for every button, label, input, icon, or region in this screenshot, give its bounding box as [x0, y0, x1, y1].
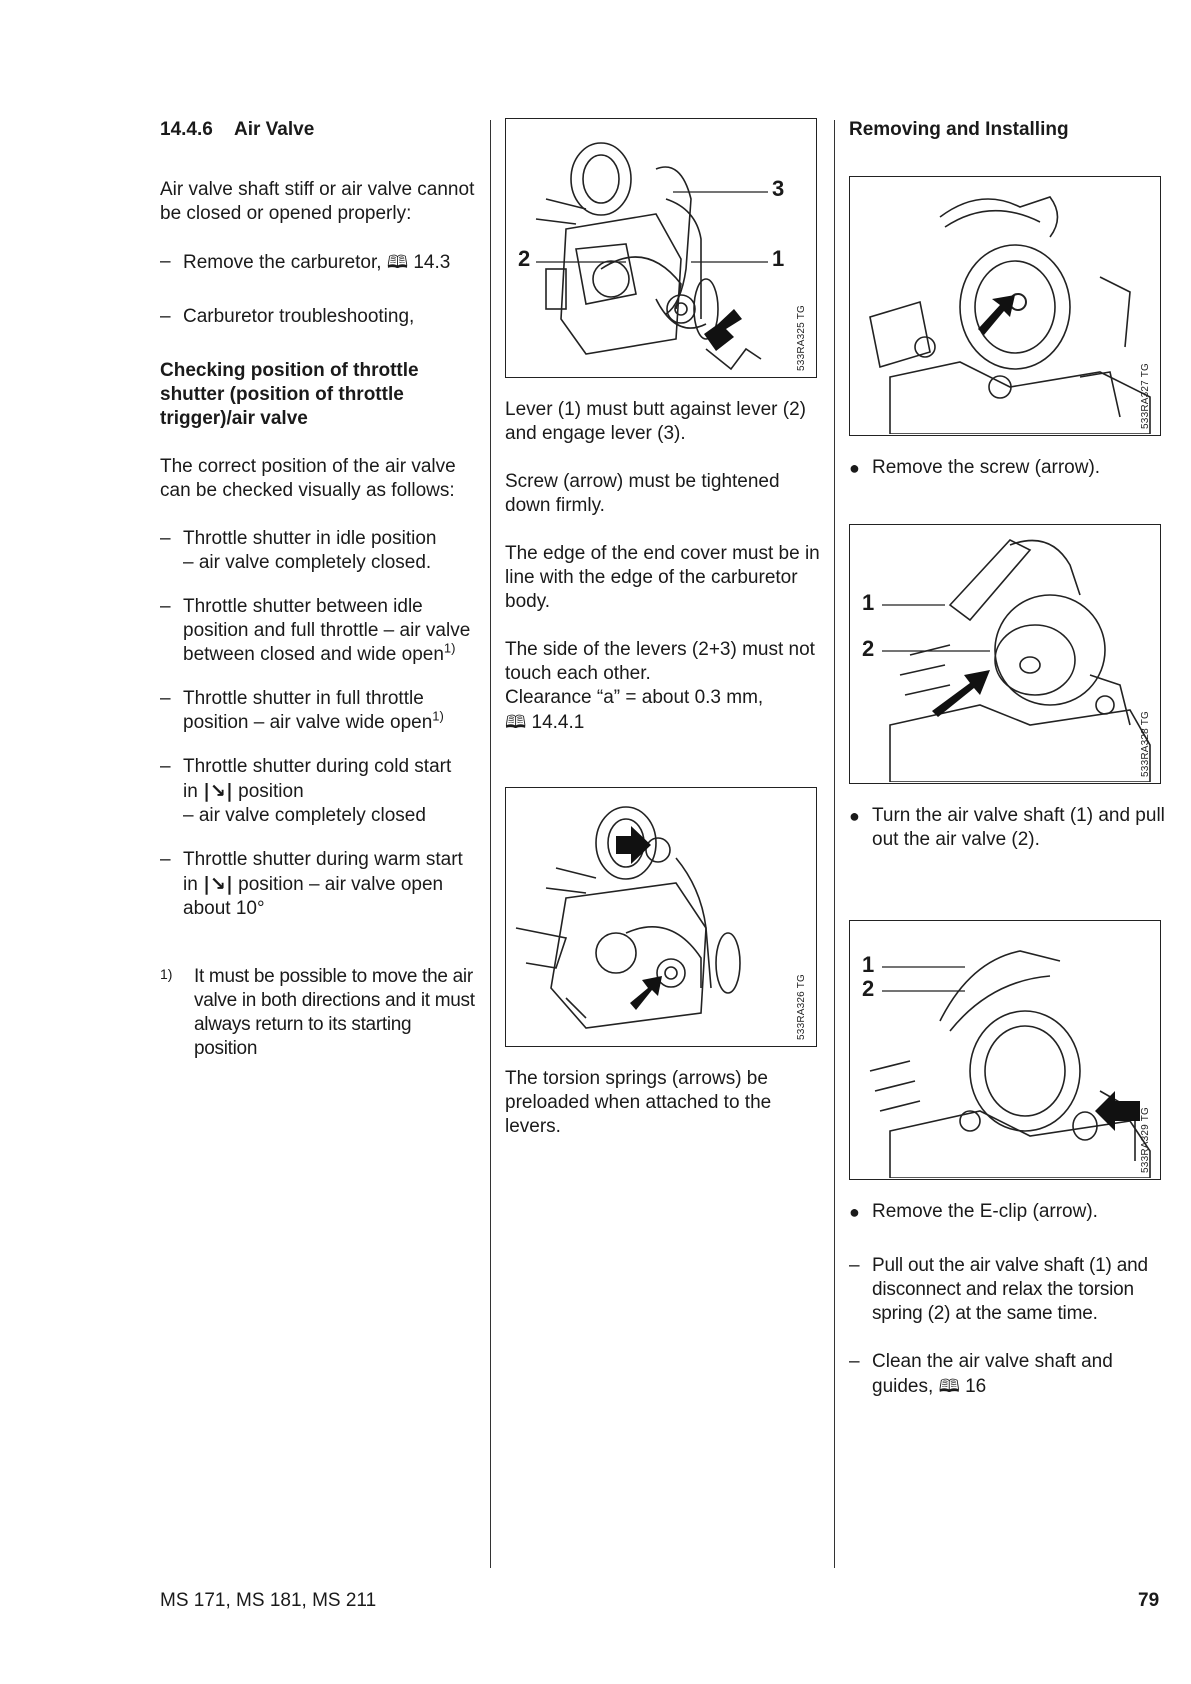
- intro-text: Air valve shaft stiff or air valve cannot be closed or opened properly:: [160, 179, 475, 224]
- carburetor-lever-illustration: [506, 119, 815, 376]
- figure-label: 1: [772, 246, 785, 271]
- bullet-icon: ●: [849, 806, 860, 826]
- subheading-checking: Checking position of throttle shutter (position of throttle trigger)/air valve: [160, 360, 419, 429]
- step-text: Carburetor troubleshooting,: [183, 306, 415, 327]
- bullet-icon: ●: [849, 458, 860, 478]
- position-cold-start: [160, 755, 478, 828]
- step-troubleshooting: [160, 305, 478, 329]
- dash-mark: –: [849, 1255, 860, 1276]
- position-text: Throttle shutter between idle position and full throttle – air valve between closed and wide open: [183, 596, 471, 665]
- end-cover-text: The edge of the end cover must be in line with the edge of the carburetor body.: [505, 543, 820, 612]
- position-full: [160, 687, 478, 735]
- position-warm-start: [160, 848, 478, 921]
- book-icon: 🕮: [505, 712, 527, 732]
- bullet-text: Turn the air valve shaft (1) and pull out the air valve (2).: [872, 805, 1165, 850]
- screw-removal-illustration: [850, 177, 1159, 434]
- e-clip-illustration: [850, 921, 1159, 1178]
- bullet-text: Remove the screw (arrow).: [872, 457, 1101, 478]
- bullet-text: Remove the E-clip (arrow).: [872, 1201, 1098, 1222]
- footnote-text: It must be possible to move the air valve in both directions and it must always return to its starting position: [194, 966, 475, 1059]
- figure-label: 1: [862, 590, 875, 615]
- choke-open-icon: |↘|: [203, 873, 233, 895]
- book-icon: 🕮: [386, 252, 409, 272]
- bullet-remove-screw: [849, 456, 1167, 480]
- column-1: [160, 118, 478, 1061]
- section-number: 14.4.6: [160, 119, 213, 140]
- levers-side-text: The side of the levers (2+3) must not touch each other.: [505, 639, 815, 684]
- column-2: [505, 118, 823, 1139]
- book-icon: 🕮: [938, 1376, 960, 1396]
- screw-text: Screw (arrow) must be tightened down firmly.: [505, 471, 780, 516]
- section-heading: [160, 118, 478, 142]
- clearance-ref: 14.4.1: [531, 712, 585, 733]
- air-valve-shaft-illustration: [850, 525, 1159, 782]
- bullet-remove-eclip: [849, 1200, 1167, 1224]
- step-text: Pull out the air valve shaft (1) and disconnect and relax the torsion spring (2) at the same time.: [872, 1255, 1148, 1324]
- position-in: in: [183, 874, 198, 895]
- footnote: [160, 965, 478, 1061]
- bullet-icon: ●: [849, 1202, 860, 1222]
- dash-mark: –: [160, 596, 171, 617]
- dash-mark: –: [160, 528, 171, 549]
- step-remove-carburetor: [160, 250, 478, 275]
- figure-label: 3: [772, 176, 785, 201]
- position-partial: [160, 595, 478, 667]
- torsion-text: The torsion springs (arrows) be preloaded when attached to the levers.: [505, 1068, 772, 1137]
- dash-mark: –: [160, 251, 171, 272]
- position-tail: position – air valve open about 10°: [183, 874, 444, 919]
- dash-mark: –: [160, 688, 171, 709]
- figure-code: 533RA325 TG: [796, 305, 807, 371]
- footer-models: MS 171, MS 181, MS 211: [160, 1590, 377, 1611]
- step-clean-shaft: [849, 1350, 1167, 1399]
- figure-label: 2: [862, 976, 875, 1001]
- bullet-turn-shaft: [849, 804, 1167, 852]
- position-line: Throttle shutter during cold start: [183, 756, 452, 777]
- figure-code: 533RA329 TG: [1140, 1107, 1151, 1173]
- dash-mark: –: [849, 1351, 860, 1372]
- figure-lever-assembly: [505, 118, 817, 378]
- column-3: [849, 118, 1167, 1399]
- footnote-mark: 1): [160, 966, 173, 982]
- position-line: Throttle shutter during warm start: [183, 849, 463, 870]
- column-divider-1: [490, 120, 491, 1568]
- position-tail: position: [238, 781, 304, 802]
- figure-e-clip: [849, 920, 1161, 1180]
- torsion-spring-illustration: [506, 788, 815, 1045]
- footnote-ref: 1): [432, 708, 444, 724]
- column-divider-2: [834, 120, 835, 1568]
- figure-label: 2: [518, 246, 531, 271]
- figure-label: 2: [862, 636, 875, 661]
- figure-screw-removal: [849, 176, 1161, 436]
- figure-torsion-springs: [505, 787, 817, 1047]
- dash-mark: –: [160, 849, 171, 870]
- position-line: Throttle shutter in idle position: [183, 528, 437, 549]
- dash-mark: –: [160, 306, 171, 327]
- step-pull-shaft: [849, 1254, 1167, 1326]
- figure-air-valve-shaft: [849, 524, 1161, 784]
- check-intro: The correct position of the air valve can be checked visually as follows:: [160, 456, 456, 501]
- removing-heading: Removing and Installing: [849, 119, 1069, 140]
- figure-code: 533RA327 TG: [1140, 363, 1151, 429]
- step-text: Clean the air valve shaft and guides,: [872, 1351, 1113, 1397]
- step-ref: 14.3: [413, 252, 451, 273]
- clearance-text: [505, 686, 823, 735]
- lever-text: Lever (1) must butt against lever (2) and engage lever (3).: [505, 399, 806, 444]
- position-line: – air valve completely closed.: [183, 552, 432, 573]
- figure-code: 533RA326 TG: [796, 974, 807, 1040]
- step-text: Remove the carburetor,: [183, 252, 382, 273]
- section-title: Air Valve: [234, 119, 315, 140]
- position-line: – air valve completely closed: [183, 805, 426, 826]
- choke-closed-icon: |↘|: [203, 780, 233, 802]
- footnote-ref: 1): [443, 640, 456, 656]
- position-in: in: [183, 781, 198, 802]
- figure-label: 1: [862, 952, 875, 977]
- step-ref: 16: [965, 1376, 987, 1397]
- figure-code: 533RA328 TG: [1140, 711, 1151, 777]
- position-idle: [160, 527, 478, 575]
- dash-mark: –: [160, 756, 171, 777]
- position-text: Throttle shutter in full throttle position – air valve wide open: [183, 688, 433, 733]
- page-number: 79: [1138, 1590, 1160, 1611]
- clearance-value: Clearance “a” = about 0.3 mm,: [505, 687, 764, 708]
